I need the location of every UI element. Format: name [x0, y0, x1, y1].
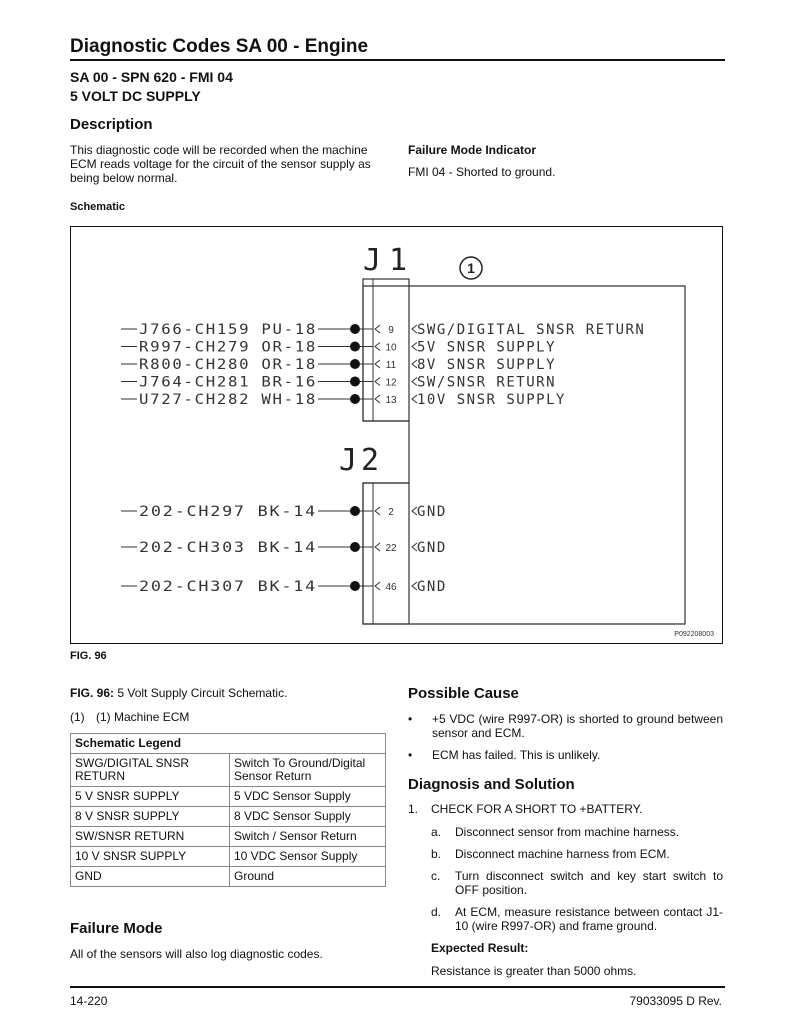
table-row	[71, 807, 386, 827]
code-title	[70, 68, 233, 106]
substep-text: Disconnect machine harness from ECM.	[455, 847, 670, 861]
pin-number: 46	[385, 582, 397, 593]
code-title-line2: 5 VOLT DC SUPPLY	[70, 88, 201, 104]
callout-note-num: (1)	[70, 710, 85, 724]
code-title-line1: SA 00 - SPN 620 - FMI 04	[70, 69, 233, 85]
pin-arrow-icon	[375, 343, 380, 351]
possible-cause-heading: Possible Cause	[408, 685, 519, 702]
legend-meaning: 10 VDC Sensor Supply	[230, 847, 386, 867]
wire-label: 202-CH303 BK-14	[139, 540, 317, 556]
failure-mode-heading: Failure Mode	[70, 920, 163, 937]
failure-mode-text: All of the sensors will also log diagnostic codes.	[70, 947, 323, 961]
signal-label: SW/SNSR RETURN	[417, 374, 557, 391]
diagnosis-substeps	[431, 825, 723, 941]
legend-term: SWG/DIGITAL SNSR RETURN	[71, 754, 230, 787]
wire-label: 202-CH307 BK-14	[139, 579, 317, 595]
footer-rule	[70, 986, 725, 988]
pin-arrow-icon	[375, 325, 380, 333]
wire-label: U727-CH282 WH-18	[139, 392, 317, 408]
table-row	[71, 827, 386, 847]
expected-result-text: Resistance is greater than 5000 ohms.	[431, 964, 637, 978]
signal-label: SWG/DIGITAL SNSR RETURN	[417, 322, 646, 338]
list-item: • ECM has failed. This is unlikely.	[408, 748, 723, 762]
description-text: This diagnostic code will be recorded when the machine ECM reads voltage for the circuit of the sensor supply as being below normal.	[70, 143, 371, 185]
pin-number: 2	[388, 507, 394, 518]
fig-caption-bold: FIG. 96:	[70, 686, 115, 700]
legend-meaning: Switch To Ground/Digital Sensor Return	[230, 754, 386, 787]
splice-dot	[350, 542, 360, 552]
step-text: CHECK FOR A SHORT TO +BATTERY.	[431, 802, 643, 816]
expected-result-heading: Expected Result:	[431, 941, 529, 955]
splice-dot	[350, 394, 360, 404]
signal-label: GND	[417, 504, 447, 520]
table-row	[71, 847, 386, 867]
legend-term: SW/SNSR RETURN	[71, 827, 230, 847]
pin-arrow-icon	[375, 582, 380, 590]
pin-arrow-icon	[375, 507, 380, 515]
splice-dot	[350, 359, 360, 369]
step-number: 1.	[408, 802, 419, 816]
callout-note	[70, 710, 189, 724]
table-row	[71, 754, 386, 787]
pin-number: 13	[385, 395, 397, 406]
page-number: 14-220	[70, 994, 108, 1008]
pin-number: 9	[388, 325, 394, 336]
splice-dot	[350, 506, 360, 516]
splice-dot	[350, 342, 360, 352]
wire-label: J766-CH159 PU-18	[139, 322, 317, 338]
table-row	[71, 787, 386, 807]
document-number: 79033095 D Rev.	[629, 994, 722, 1008]
pin-number: 12	[385, 377, 397, 389]
legend-meaning: 8 VDC Sensor Supply	[230, 807, 386, 827]
schematic-svg	[71, 227, 722, 643]
pin-arrow-icon	[375, 395, 380, 403]
pin-number: 10	[385, 342, 397, 354]
list-item	[431, 847, 723, 861]
j2-label: J2	[339, 443, 384, 478]
substep-marker: d.	[431, 905, 442, 919]
legend-term: 10 V SNSR SUPPLY	[71, 847, 230, 867]
description-heading: Description	[70, 116, 153, 133]
header-rule	[70, 59, 725, 61]
legend-title: Schematic Legend	[71, 734, 386, 754]
wire-label: 202-CH297 BK-14	[139, 504, 317, 520]
substep-marker: b.	[431, 847, 442, 861]
fig-label: FIG. 96	[70, 650, 107, 662]
legend-meaning: Switch / Sensor Return	[230, 827, 386, 847]
splice-dot	[350, 581, 360, 591]
pin-number: 11	[385, 360, 397, 371]
pin-arrow-icon	[375, 543, 380, 551]
page-title: Diagnostic Codes SA 00 - Engine	[70, 36, 369, 57]
diagnosis-heading: Diagnosis and Solution	[408, 776, 575, 793]
table-row	[71, 867, 386, 887]
legend-meaning: Ground	[230, 867, 386, 887]
pin-number: 22	[385, 543, 397, 554]
signal-label: 8V SNSR SUPPLY	[417, 357, 557, 373]
schematic-label: Schematic	[70, 201, 126, 213]
fig-caption-text: 5 Volt Supply Circuit Schematic.	[117, 686, 288, 700]
wire-label: J764-CH281 BR-16	[139, 374, 317, 391]
pin-arrow-icon	[375, 378, 380, 386]
legend-term: 5 V SNSR SUPPLY	[71, 787, 230, 807]
pin-arrow-icon	[375, 360, 380, 368]
fmi-text: FMI 04 - Shorted to ground.	[408, 165, 556, 179]
substep-marker: c.	[431, 869, 441, 883]
substep-marker: a.	[431, 825, 442, 839]
fig-caption	[70, 686, 287, 700]
possible-cause-list	[408, 712, 723, 770]
wire-group	[121, 322, 645, 595]
j1-label: J1	[363, 243, 416, 278]
signal-label: 5V SNSR SUPPLY	[417, 339, 557, 356]
substep-text: Turn disconnect switch and key start switch to OFF position.	[455, 869, 723, 897]
splice-dot	[350, 377, 360, 387]
legend-term: GND	[71, 867, 230, 887]
fmi-heading: Failure Mode Indicator	[408, 143, 537, 157]
list-item: • +5 VDC (wire R997-OR) is shorted to ground between sensor and ECM.	[408, 712, 723, 740]
image-code: P092208003	[674, 631, 714, 638]
schematic-figure	[70, 226, 723, 644]
list-item	[431, 905, 723, 933]
legend-meaning: 5 VDC Sensor Supply	[230, 787, 386, 807]
signal-label: 10V SNSR SUPPLY	[417, 392, 566, 408]
splice-dot	[350, 324, 360, 334]
wire-label: R997-CH279 OR-18	[139, 339, 317, 356]
schematic-legend-table	[70, 733, 386, 887]
list-item	[431, 869, 723, 897]
wire-label: R800-CH280 OR-18	[139, 357, 317, 373]
substep-text: Disconnect sensor from machine harness.	[455, 825, 680, 839]
substep-text: At ECM, measure resistance between contact J1-10 (wire R997-OR) and frame ground.	[455, 905, 723, 933]
signal-label: GND	[417, 540, 447, 556]
legend-term: 8 V SNSR SUPPLY	[71, 807, 230, 827]
callout-number: 1	[467, 260, 475, 276]
list-item	[431, 825, 723, 839]
signal-label: GND	[417, 579, 447, 595]
callout-note-text: (1) Machine ECM	[96, 710, 190, 724]
diagnosis-step-1	[408, 802, 723, 816]
